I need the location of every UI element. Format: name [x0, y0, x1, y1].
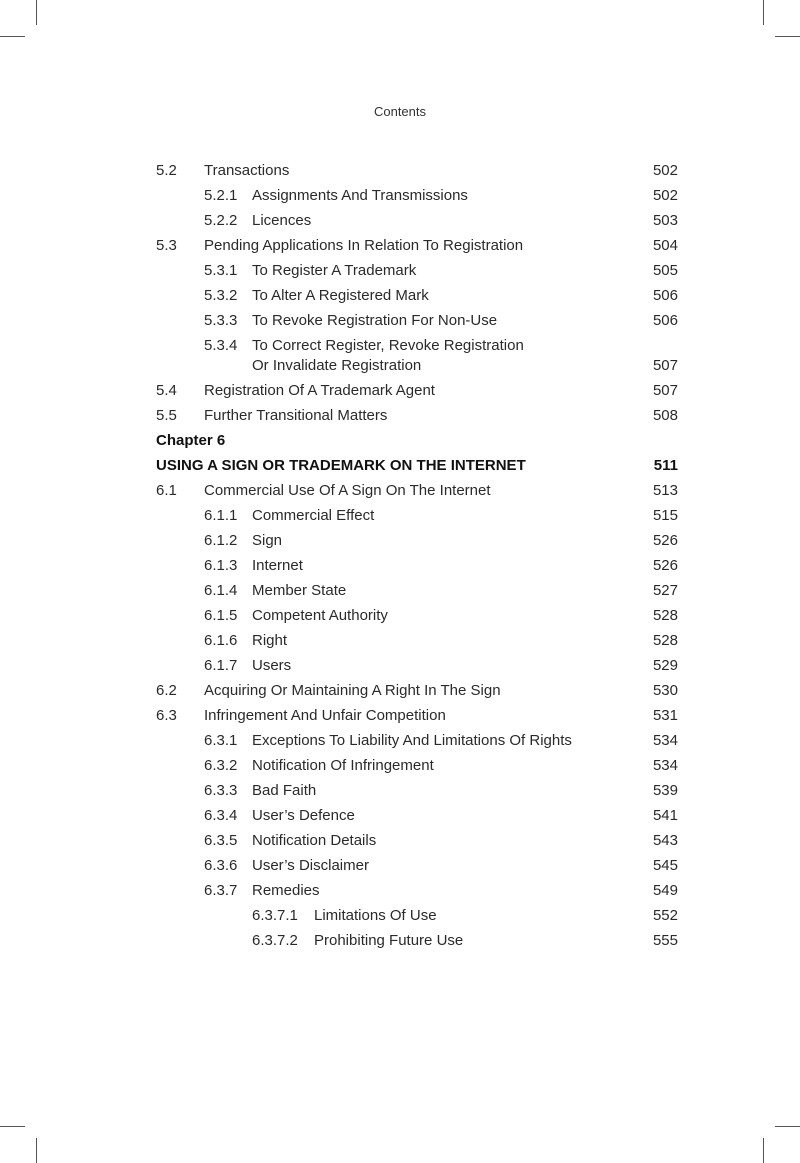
crop-mark-top-right-h [775, 36, 800, 37]
crop-mark-top-left-h [0, 36, 25, 37]
section-title: Prohibiting Future Use [314, 932, 464, 949]
crop-mark-top-left-v [36, 0, 37, 25]
toc-entry-6-3[interactable] [156, 703, 678, 728]
section-number: 6.1.5 [204, 607, 238, 624]
page-number: 503 [652, 212, 678, 229]
toc-entry-6-2[interactable] [156, 678, 678, 703]
section-number: 5.3.3 [204, 312, 238, 329]
section-number: 5.3 [156, 237, 177, 254]
section-title: Assignments And Transmissions [252, 187, 468, 204]
section-number: 6.3.5 [204, 832, 238, 849]
toc-entry-6-1-3[interactable] [156, 553, 678, 578]
section-title: Transactions [204, 162, 290, 179]
page-number: 505 [652, 262, 678, 279]
toc-entry-6-1-7[interactable] [156, 653, 678, 678]
section-title: Commercial Use Of A Sign On The Internet [204, 482, 491, 499]
toc-entry-6-3-4[interactable] [156, 803, 678, 828]
toc-entry-6-3-5[interactable] [156, 828, 678, 853]
page-number: 545 [652, 857, 678, 874]
section-number: 6.3.1 [204, 732, 238, 749]
toc-entry-6-1-4[interactable] [156, 578, 678, 603]
page-number: 506 [652, 312, 678, 329]
page-number: 504 [652, 237, 678, 254]
section-number: 5.5 [156, 407, 177, 424]
section-title: Remedies [252, 882, 320, 899]
toc-entry-6-1-5[interactable] [156, 603, 678, 628]
section-title: Pending Applications In Relation To Registration [204, 237, 524, 254]
section-title: Internet [252, 557, 303, 574]
toc-entry-5-2-1[interactable] [156, 183, 678, 208]
page-number: 526 [652, 557, 678, 574]
section-title: Registration Of A Trademark Agent [204, 382, 435, 399]
page-number: 541 [652, 807, 678, 824]
section-title: Member State [252, 582, 347, 599]
page-number: 549 [652, 882, 678, 899]
crop-mark-bottom-left-h [0, 1126, 25, 1127]
running-header: Contents [373, 104, 427, 119]
page-number: 513 [652, 482, 678, 499]
section-number: 5.2 [156, 162, 177, 179]
chapter-label-row [156, 428, 678, 453]
section-title: Further Transitional Matters [204, 407, 388, 424]
page-number: 511 [653, 457, 678, 474]
table-of-contents [156, 158, 678, 953]
page-number: 502 [652, 162, 678, 179]
section-title: Sign [252, 532, 283, 549]
section-number: 5.2.2 [204, 212, 238, 229]
page-number: 528 [652, 607, 678, 624]
toc-entry-6-3-7-1[interactable] [156, 903, 678, 928]
page-number: 530 [652, 682, 678, 699]
chapter-title: USING A SIGN OR TRADEMARK ON THE INTERNET [156, 457, 526, 474]
section-number: 6.3 [156, 707, 177, 724]
page-number: 507 [652, 382, 678, 399]
section-title: Acquiring Or Maintaining A Right In The Sign [204, 682, 501, 699]
chapter-label: Chapter 6 [156, 432, 226, 449]
crop-mark-bottom-right-h [775, 1126, 800, 1127]
section-number: 6.2 [156, 682, 177, 699]
toc-entry-5-2[interactable] [156, 158, 678, 183]
page-number: 507 [652, 357, 678, 374]
toc-entry-5-3-4[interactable] [156, 333, 678, 378]
toc-entry-6-3-6[interactable] [156, 853, 678, 878]
toc-entry-5-3-1[interactable] [156, 258, 678, 283]
page-number: 543 [652, 832, 678, 849]
toc-entry-6-1-2[interactable] [156, 528, 678, 553]
page-number: 555 [652, 932, 678, 949]
section-number: 6.3.6 [204, 857, 238, 874]
page-number: 502 [652, 187, 678, 204]
section-title: User’s Defence [252, 807, 355, 824]
toc-entry-5-5[interactable] [156, 403, 678, 428]
toc-entry-6-1-6[interactable] [156, 628, 678, 653]
section-number: 5.3.1 [204, 262, 238, 279]
section-title: Users [252, 657, 292, 674]
toc-entry-5-3-2[interactable] [156, 283, 678, 308]
toc-entry-6-1[interactable] [156, 478, 678, 503]
section-title-line-2: Or Invalidate Registration [252, 357, 422, 374]
section-number: 6.1.6 [204, 632, 238, 649]
section-number: 6.1 [156, 482, 177, 499]
crop-mark-top-right-v [763, 0, 764, 25]
toc-entry-6-1-1[interactable] [156, 503, 678, 528]
section-number: 6.1.2 [204, 532, 238, 549]
section-number: 6.3.3 [204, 782, 238, 799]
section-title: To Alter A Registered Mark [252, 287, 429, 304]
section-title-line-1: To Correct Register, Revoke Registration [252, 337, 524, 354]
section-title: To Register A Trademark [252, 262, 417, 279]
toc-entry-6-3-2[interactable] [156, 753, 678, 778]
page-number: 534 [652, 732, 678, 749]
section-title: Commercial Effect [252, 507, 375, 524]
page-number: 539 [652, 782, 678, 799]
toc-entry-6-3-1[interactable] [156, 728, 678, 753]
page-number: 526 [652, 532, 678, 549]
section-title: Right [252, 632, 288, 649]
section-number: 6.1.7 [204, 657, 238, 674]
toc-entry-6-3-3[interactable] [156, 778, 678, 803]
page-number: 527 [652, 582, 678, 599]
crop-mark-bottom-right-v [763, 1138, 764, 1163]
section-number: 6.1.4 [204, 582, 238, 599]
page-number: 506 [652, 287, 678, 304]
crop-mark-bottom-left-v [36, 1138, 37, 1163]
section-number: 6.3.7 [204, 882, 238, 899]
section-title: Notification Details [252, 832, 377, 849]
section-number: 5.4 [156, 382, 177, 399]
toc-entry-5-3-3[interactable] [156, 308, 678, 333]
page-number: 531 [652, 707, 678, 724]
section-number: 6.1.1 [204, 507, 238, 524]
section-title: Infringement And Unfair Competition [204, 707, 446, 724]
page-number: 534 [652, 757, 678, 774]
toc-entry-6-3-7-2[interactable] [156, 928, 678, 953]
section-title: Limitations Of Use [314, 907, 437, 924]
section-number: 5.3.4 [204, 337, 238, 354]
section-title: Notification Of Infringement [252, 757, 434, 774]
section-title: Bad Faith [252, 782, 317, 799]
toc-entry-5-3[interactable] [156, 233, 678, 258]
toc-entry-chapter-6[interactable] [156, 453, 678, 478]
section-number: 5.3.2 [204, 287, 238, 304]
section-title: To Revoke Registration For Non-Use [252, 312, 498, 329]
section-title: User’s Disclaimer [252, 857, 369, 874]
section-title: Licences [252, 212, 312, 229]
section-number: 5.2.1 [204, 187, 238, 204]
section-number: 6.3.7.1 [252, 907, 298, 924]
page-number: 528 [652, 632, 678, 649]
page-number: 552 [652, 907, 678, 924]
page-number: 529 [652, 657, 678, 674]
section-number: 6.3.2 [204, 757, 238, 774]
toc-entry-6-3-7[interactable] [156, 878, 678, 903]
page-number: 515 [652, 507, 678, 524]
section-number: 6.3.7.2 [252, 932, 298, 949]
page-number: 508 [652, 407, 678, 424]
section-number: 6.3.4 [204, 807, 238, 824]
toc-entry-5-2-2[interactable] [156, 208, 678, 233]
section-number: 6.1.3 [204, 557, 238, 574]
section-title: Competent Authority [252, 607, 388, 624]
section-title: Exceptions To Liability And Limitations Of Rights [252, 732, 572, 749]
toc-entry-5-4[interactable] [156, 378, 678, 403]
section-title [252, 336, 524, 376]
